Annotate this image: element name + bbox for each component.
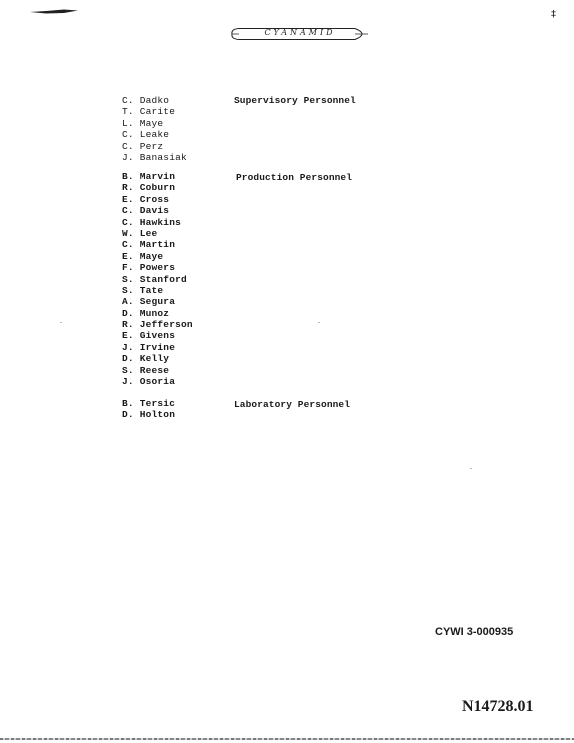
- supervisory-name-list: [122, 95, 187, 163]
- personnel-name: F. Powers: [122, 262, 176, 274]
- personnel-name: D. Kelly: [122, 353, 170, 365]
- personnel-name: E. Givens: [122, 330, 176, 342]
- personnel-name: B. Marvin: [122, 171, 176, 182]
- personnel-name: D. Munoz: [122, 307, 170, 319]
- production-name-list: [122, 171, 193, 387]
- scan-speck: [60, 322, 62, 323]
- personnel-name: L. Maye: [122, 117, 164, 129]
- logo-text: CYANAMID: [264, 28, 336, 37]
- supervisory-role-label: Supervisory Personnel: [234, 95, 356, 106]
- personnel-name: C. Davis: [122, 205, 170, 217]
- personnel-name: D. Holton: [122, 409, 176, 421]
- personnel-name: C. Perz: [122, 140, 164, 152]
- personnel-name: W. Lee: [122, 227, 158, 239]
- personnel-name: C. Hawkins: [122, 216, 182, 228]
- personnel-name: S. Stanford: [122, 273, 187, 285]
- personnel-name: E. Cross: [122, 193, 170, 205]
- personnel-name: T. Carite: [122, 106, 176, 118]
- personnel-name: J. Osoria: [122, 376, 176, 388]
- personnel-name: S. Reese: [122, 364, 170, 376]
- personnel-name: B. Tersic: [122, 398, 176, 409]
- personnel-name: A. Segura: [122, 296, 176, 308]
- personnel-name: C. Dadko: [122, 95, 170, 106]
- personnel-name: S. Tate: [122, 284, 164, 296]
- corner-mark: ‡: [551, 9, 556, 20]
- laboratory-role-label: Laboratory Personnel: [234, 399, 351, 410]
- personnel-name: C. Leake: [122, 129, 170, 141]
- document-id: CYWI 3-000935: [435, 626, 514, 638]
- cyanamid-logo: [231, 27, 369, 41]
- production-role-label: Production Personnel: [236, 172, 353, 183]
- scan-speck: [470, 468, 472, 469]
- bates-number: N14728.01: [462, 698, 534, 715]
- scan-speck: [318, 322, 320, 323]
- personnel-name: R. Jefferson: [122, 319, 193, 331]
- personnel-name: J. Irvine: [122, 341, 176, 353]
- personnel-name: J. Banasiak: [122, 151, 187, 163]
- scratch-mark: [30, 9, 78, 15]
- laboratory-name-list: [122, 398, 175, 421]
- personnel-name: C. Martin: [122, 239, 176, 251]
- personnel-name: R. Coburn: [122, 182, 176, 194]
- personnel-name: E. Maye: [122, 250, 164, 262]
- bottom-scan-edge: [0, 738, 574, 740]
